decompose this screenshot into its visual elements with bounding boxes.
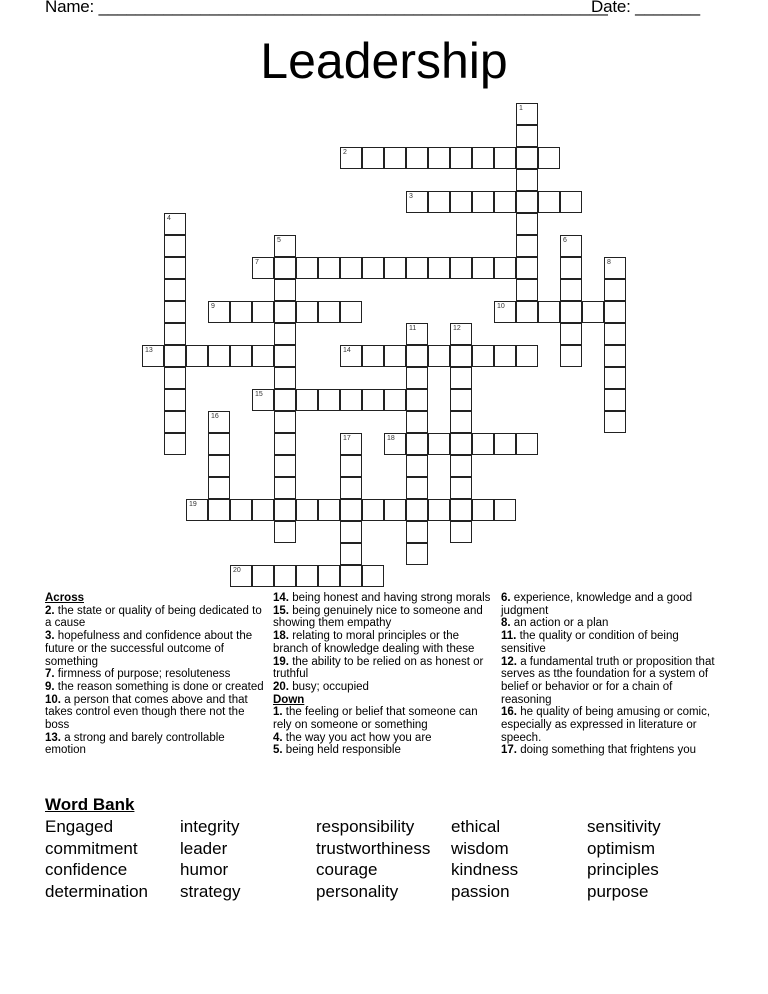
grid-cell[interactable]: [340, 543, 362, 565]
grid-cell[interactable]: [516, 125, 538, 147]
grid-cell[interactable]: [252, 257, 274, 279]
clue-number: 10: [497, 303, 505, 310]
grid-cell[interactable]: [538, 301, 560, 323]
word-bank-item: kindness: [451, 860, 519, 879]
grid-cell[interactable]: [472, 191, 494, 213]
grid-cell[interactable]: [274, 565, 296, 587]
grid-cell[interactable]: [208, 345, 230, 367]
page-title: Leadership: [260, 33, 508, 89]
grid-cell[interactable]: [428, 191, 450, 213]
grid-cell[interactable]: [472, 499, 494, 521]
clue-number: 9: [211, 303, 215, 310]
word-bank-column-1: [45, 816, 148, 902]
grid-cell[interactable]: [560, 301, 582, 323]
grid-cell[interactable]: [494, 257, 516, 279]
grid-cell[interactable]: [494, 191, 516, 213]
grid-cell[interactable]: [538, 191, 560, 213]
grid-cell[interactable]: [516, 235, 538, 257]
name-field[interactable]: Name: _______________________________________________________: [45, 0, 608, 16]
grid-cell[interactable]: [516, 103, 538, 125]
clue-down-6: 6. experience, knowledge and a good judgment: [501, 592, 693, 617]
word-bank-item: integrity: [180, 817, 240, 836]
word-bank-item: principles: [587, 860, 659, 879]
grid-cell[interactable]: [450, 411, 472, 433]
grid-cell[interactable]: [164, 323, 186, 345]
grid-cell[interactable]: [362, 389, 384, 411]
clue-down-8: 8. an action or a plan: [501, 617, 609, 630]
clue-number: 15: [255, 391, 263, 398]
grid-cell[interactable]: [516, 147, 538, 169]
grid-cell[interactable]: [296, 301, 318, 323]
grid-cell[interactable]: [516, 257, 538, 279]
grid-cell[interactable]: [604, 411, 626, 433]
grid-cell[interactable]: [450, 521, 472, 543]
clue-down-1: 1. the feeling or belief that someone can rely on someone or something: [273, 706, 478, 732]
word-bank-item: trustworthiness: [316, 838, 431, 858]
word-bank-title: Word Bank: [45, 795, 135, 814]
grid-cell[interactable]: [538, 147, 560, 169]
grid-cell[interactable]: [582, 301, 604, 323]
grid-cell[interactable]: [472, 345, 494, 367]
grid-cell[interactable]: [164, 345, 186, 367]
grid-cell[interactable]: [450, 345, 472, 367]
clue-across-15: 15. being genuinely nice to someone and showing them empathy: [273, 604, 483, 630]
grid-cell[interactable]: [362, 499, 384, 521]
word-bank-item: commitment: [45, 838, 138, 858]
grid-cell[interactable]: [340, 301, 362, 323]
clue-number: 12: [453, 325, 461, 332]
clue-down-17: 17. doing something that frightens you: [501, 744, 697, 757]
grid-cell[interactable]: [604, 323, 626, 345]
grid-cell[interactable]: [384, 257, 406, 279]
grid-cell[interactable]: [450, 477, 472, 499]
grid-cell[interactable]: [230, 345, 252, 367]
grid-cell[interactable]: [384, 389, 406, 411]
grid-cell[interactable]: [164, 235, 186, 257]
grid-cell[interactable]: [450, 499, 472, 521]
grid-cell[interactable]: [274, 345, 296, 367]
clues-column-2: [273, 592, 495, 757]
clue-across-7: 7. firmness of purpose; resoluteness: [45, 668, 231, 681]
word-bank-item: leader: [180, 838, 228, 858]
grid-cell[interactable]: [428, 433, 450, 455]
grid-cell[interactable]: [406, 433, 428, 455]
clues-column-1: [45, 592, 267, 757]
grid-cell[interactable]: [604, 301, 626, 323]
clue-number: 7: [255, 259, 259, 266]
word-bank-item: confidence: [45, 860, 128, 879]
clue-down-5: 5. being held responsible: [273, 744, 401, 757]
grid-cell[interactable]: [252, 565, 274, 587]
word-bank-column-5: [587, 816, 661, 902]
grid-cell[interactable]: [560, 191, 582, 213]
grid-cell[interactable]: [362, 147, 384, 169]
grid-cell[interactable]: [274, 257, 296, 279]
grid-cell[interactable]: [164, 367, 186, 389]
grid-cell[interactable]: [450, 367, 472, 389]
clue-across-14: 14. being honest and having strong morals: [273, 592, 491, 604]
grid-cell[interactable]: [274, 411, 296, 433]
grid-cell[interactable]: [186, 345, 208, 367]
grid-cell[interactable]: [208, 433, 230, 455]
grid-cell[interactable]: [340, 565, 362, 587]
grid-cell[interactable]: [164, 433, 186, 455]
grid-cell[interactable]: [230, 499, 252, 521]
grid-cell[interactable]: [450, 191, 472, 213]
grid-cell[interactable]: [406, 147, 428, 169]
grid-cell[interactable]: [274, 455, 296, 477]
grid-cell[interactable]: [340, 477, 362, 499]
word-bank-column-2: [180, 816, 240, 902]
grid-cell[interactable]: [362, 257, 384, 279]
clue-down-16: 16. he quality of being amusing or comic, especially as expressed in literature or speech.: [501, 706, 711, 744]
clue-across-20: 20. busy; occupied: [273, 680, 369, 693]
grid-cell[interactable]: [406, 521, 428, 543]
clue-across-9: 9. the reason something is done or created: [45, 680, 264, 693]
grid-cell[interactable]: [384, 433, 406, 455]
grid-cell[interactable]: [230, 301, 252, 323]
grid-cell[interactable]: [274, 301, 296, 323]
grid-cell[interactable]: [164, 279, 186, 301]
grid-cell[interactable]: [384, 345, 406, 367]
grid-cell[interactable]: [604, 389, 626, 411]
clue-number: 2: [343, 149, 347, 156]
word-bank-item: strategy: [180, 881, 241, 901]
clues-column-3: [501, 592, 723, 757]
grid-cell[interactable]: [406, 543, 428, 565]
grid-cell[interactable]: [604, 345, 626, 367]
grid-cell[interactable]: [318, 389, 340, 411]
grid-cell[interactable]: [296, 257, 318, 279]
grid-cell[interactable]: [142, 345, 164, 367]
grid-cell[interactable]: [450, 389, 472, 411]
grid-cell[interactable]: [274, 279, 296, 301]
grid-cell[interactable]: [274, 521, 296, 543]
word-bank-item: responsibility: [316, 817, 415, 836]
word-bank-column-4: [451, 816, 518, 902]
grid-cell[interactable]: [406, 477, 428, 499]
grid-cell[interactable]: [274, 235, 296, 257]
grid-cell[interactable]: [604, 367, 626, 389]
grid-cell[interactable]: [560, 257, 582, 279]
grid-cell[interactable]: [516, 345, 538, 367]
grid-cell[interactable]: [318, 499, 340, 521]
grid-cell[interactable]: [362, 565, 384, 587]
word-bank-item: personality: [316, 881, 399, 901]
grid-cell[interactable]: [560, 323, 582, 345]
grid-cell[interactable]: [296, 499, 318, 521]
grid-cell[interactable]: [340, 257, 362, 279]
grid-cell[interactable]: [252, 499, 274, 521]
word-bank-item: humor: [180, 860, 229, 879]
grid-cell[interactable]: [340, 455, 362, 477]
word-bank-item: passion: [451, 881, 510, 901]
clue-across-13: 13. a strong and barely controllable emotion: [45, 731, 225, 757]
grid-cell[interactable]: [208, 477, 230, 499]
grid-cell[interactable]: [384, 147, 406, 169]
grid-cell[interactable]: [450, 323, 472, 345]
clue-across-18: 18. relating to moral principles or the branch of knowledge dealing with these: [273, 630, 475, 655]
grid-cell[interactable]: [450, 147, 472, 169]
grid-cell[interactable]: [208, 301, 230, 323]
grid-cell[interactable]: [252, 301, 274, 323]
grid-cell[interactable]: [406, 367, 428, 389]
word-bank-item: Engaged: [45, 817, 114, 836]
grid-cell[interactable]: [450, 455, 472, 477]
grid-cell[interactable]: [274, 499, 296, 521]
grid-cell[interactable]: [164, 213, 186, 235]
clue-number: 19: [189, 501, 197, 508]
grid-cell[interactable]: [516, 433, 538, 455]
grid-cell[interactable]: [274, 367, 296, 389]
grid-cell[interactable]: [340, 389, 362, 411]
grid-cell[interactable]: [560, 235, 582, 257]
clue-down-11: 11. the quality or condition of being sensitive: [501, 630, 679, 655]
grid-cell[interactable]: [560, 345, 582, 367]
grid-cell[interactable]: [472, 147, 494, 169]
grid-cell[interactable]: [274, 323, 296, 345]
grid-cell[interactable]: [208, 455, 230, 477]
grid-cell[interactable]: [186, 499, 208, 521]
grid-cell[interactable]: [516, 213, 538, 235]
clue-across-3: 3. hopefulness and confidence about the future or the successful outcome of something: [45, 630, 253, 668]
clue-down-4: 4. the way you act how you are: [273, 731, 432, 744]
date-field[interactable]: Date: _______: [591, 0, 700, 16]
grid-cell[interactable]: [362, 345, 384, 367]
grid-cell[interactable]: [164, 411, 186, 433]
grid-cell[interactable]: [384, 499, 406, 521]
clue-number: 3: [409, 193, 413, 200]
grid-cell[interactable]: [318, 257, 340, 279]
clue-number: 18: [387, 435, 395, 442]
grid-cell[interactable]: [428, 257, 450, 279]
grid-cell[interactable]: [516, 169, 538, 191]
grid-cell[interactable]: [406, 455, 428, 477]
clue-number: 13: [145, 347, 153, 354]
grid-cell[interactable]: [274, 477, 296, 499]
grid-cell[interactable]: [406, 257, 428, 279]
word-bank-item: determination: [45, 881, 149, 901]
grid-cell[interactable]: [494, 345, 516, 367]
grid-cell[interactable]: [296, 565, 318, 587]
grid-cell[interactable]: [164, 301, 186, 323]
grid-cell[interactable]: [340, 147, 362, 169]
grid-cell[interactable]: [208, 411, 230, 433]
grid-cell[interactable]: [516, 301, 538, 323]
grid-cell[interactable]: [340, 499, 362, 521]
word-bank-item: purpose: [587, 881, 649, 901]
grid-cell[interactable]: [252, 389, 274, 411]
grid-cell[interactable]: [450, 433, 472, 455]
grid-cell[interactable]: [208, 499, 230, 521]
clue-number: 5: [277, 237, 281, 244]
clue-number: 4: [167, 215, 171, 222]
grid-cell[interactable]: [494, 433, 516, 455]
grid-cell[interactable]: [318, 565, 340, 587]
clue-across-19: 19. the ability to be relied on as honest or truthful: [273, 655, 484, 681]
grid-cell[interactable]: [230, 565, 252, 587]
grid-cell[interactable]: [274, 433, 296, 455]
word-bank-item: optimism: [587, 838, 656, 858]
clue-number: 16: [211, 413, 219, 420]
across-heading: Across: [45, 592, 84, 604]
grid-cell[interactable]: [340, 433, 362, 455]
grid-cell[interactable]: [296, 389, 318, 411]
grid-cell[interactable]: [406, 499, 428, 521]
clue-across-10: 10. a person that comes above and that takes control even though there not the boss: [45, 693, 248, 732]
grid-cell[interactable]: [494, 499, 516, 521]
clue-down-12: 12. a fundamental truth or proposition that serves as tthe foundation for a system of belief or behavior or for a chain of reasoning: [501, 655, 715, 706]
clue-number: 20: [233, 567, 241, 574]
grid-cell[interactable]: [406, 389, 428, 411]
grid-cell[interactable]: [494, 147, 516, 169]
grid-cell[interactable]: [604, 279, 626, 301]
grid-cell[interactable]: [164, 257, 186, 279]
grid-cell[interactable]: [164, 389, 186, 411]
grid-cell[interactable]: [252, 345, 274, 367]
grid-cell[interactable]: [560, 279, 582, 301]
grid-cell[interactable]: [406, 323, 428, 345]
word-bank-item: ethical: [451, 817, 501, 836]
word-bank-item: wisdom: [451, 838, 509, 858]
clue-number: 1: [519, 105, 523, 112]
grid-cell[interactable]: [340, 521, 362, 543]
down-heading: Down: [273, 693, 305, 706]
word-bank-item: sensitivity: [587, 817, 661, 836]
clue-number: 6: [563, 237, 567, 244]
clue-number: 17: [343, 435, 351, 442]
grid-cell[interactable]: [516, 191, 538, 213]
grid-cell[interactable]: [494, 301, 516, 323]
grid-cell[interactable]: [406, 191, 428, 213]
word-bank-item: courage: [316, 860, 378, 879]
grid-cell[interactable]: [516, 279, 538, 301]
clue-number: 14: [343, 347, 351, 354]
word-bank-column-3: [316, 816, 430, 902]
grid-cell[interactable]: [340, 345, 362, 367]
grid-cell[interactable]: [472, 257, 494, 279]
grid-cell[interactable]: [318, 301, 340, 323]
clue-number: 11: [409, 325, 417, 332]
grid-cell[interactable]: [604, 257, 626, 279]
clue-number: 8: [607, 259, 611, 266]
grid-cell[interactable]: [450, 257, 472, 279]
grid-cell[interactable]: [472, 433, 494, 455]
clue-across-2: 2. the state or quality of being dedicated to a cause: [45, 604, 262, 630]
grid-cell[interactable]: [428, 345, 450, 367]
grid-cell[interactable]: [406, 411, 428, 433]
grid-cell[interactable]: [428, 147, 450, 169]
grid-cell[interactable]: [428, 499, 450, 521]
grid-cell[interactable]: [406, 345, 428, 367]
grid-cell[interactable]: [274, 389, 296, 411]
